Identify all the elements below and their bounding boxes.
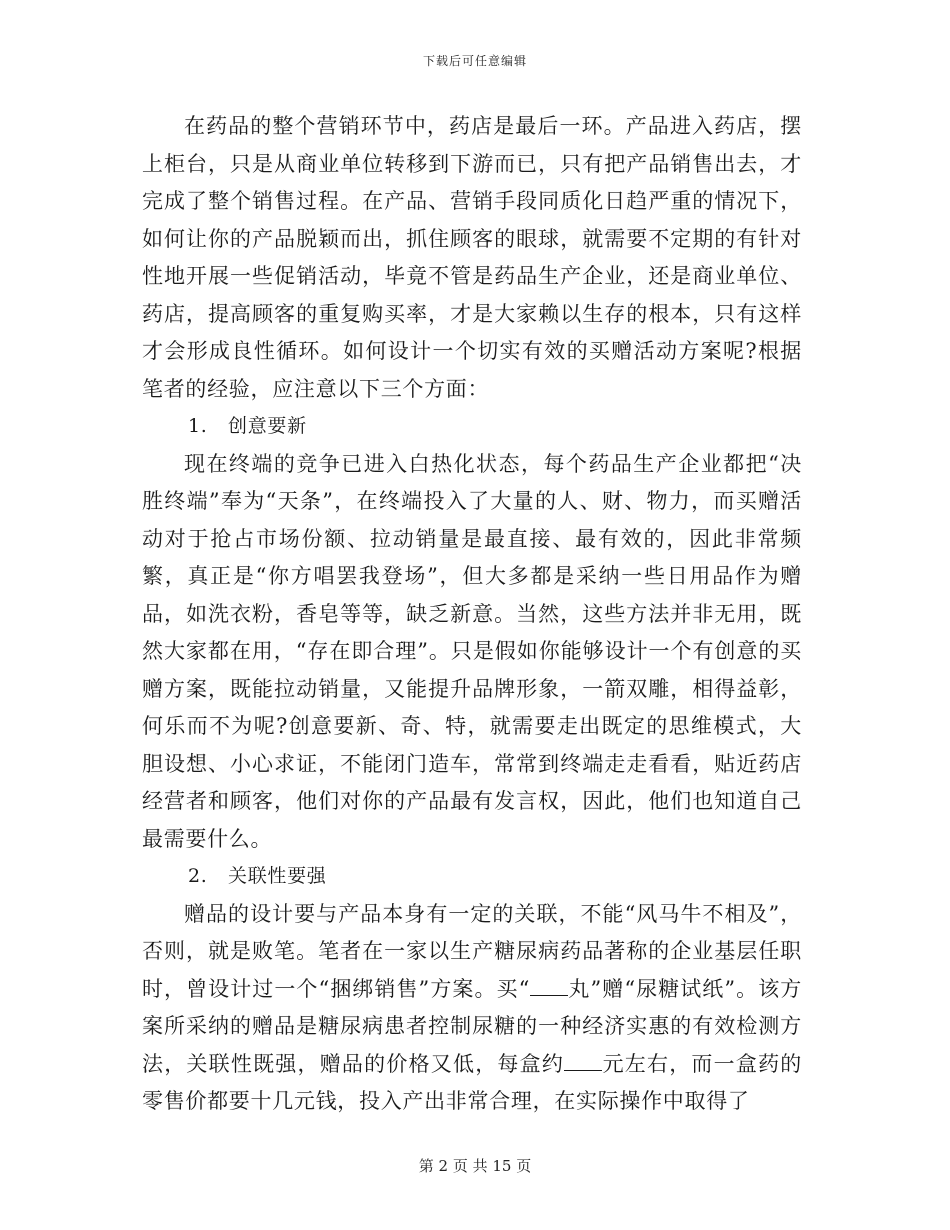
section-heading-1 bbox=[142, 408, 802, 446]
section-title-1: 创意要新 bbox=[228, 415, 307, 437]
document-body bbox=[142, 108, 802, 1121]
fill-in-blank-product bbox=[530, 976, 568, 996]
section-2-text-part-1: 赠品的设计要与产品本身有一定的关联，不能“风马牛不相及”，否则，就是败笔。笔者在一家以生产糖尿病药品著称的企业基层任职时，曾设计过一个“捆绑销售”方案。买“ bbox=[142, 901, 802, 1001]
page-number-footer: 第 2 页 共 15 页 bbox=[418, 1157, 532, 1175]
section-title-2: 关联性要强 bbox=[228, 865, 327, 887]
page-header: 下载后可任意编辑 bbox=[422, 54, 527, 68]
section-1-paragraph: 现在终端的竞争已进入白热化状态，每个药品生产企业都把“决胜终端”奉为“天条”，在终端投入了大量的人、财、物力，而买赠活动对于抢占市场份额、拉动销量是最直接、最有效的，因此非常频繁，真正是“你方唱罢我登场”，但大多都是采纳一些日用品作为赠品，如洗衣粉，香皂等等，缺乏新意。当然，这些方法并非无用，既然大家都在用，“存在即合理”。只是假如你能够设计一个有创意的买赠方案，既能拉动销量，又能提升品牌形象，一箭双雕，相得益彰，何乐而不为呢?创意要新、奇、特，就需要走出既定的思维模式，大胆设想、小心求证，不能闭门造车，常常到终端走走看看，贴近药店经营者和顾客，他们对你的产品最有发言权，因此，他们也知道自己最需要什么。 bbox=[142, 451, 802, 851]
section-2-text-part-3: 元左右，而一盒药的零售价都要十几元钱，投入产出非常合理，在实际操作中取得了 bbox=[142, 1051, 802, 1113]
section-number-2: 2. bbox=[188, 865, 208, 887]
section-heading-2 bbox=[142, 858, 802, 896]
section-2-text-part-2: 丸”赠“尿糖试纸”。该方案所采纳的赠品是糖尿病患者控制尿糖的一种经济实惠的有效检测方法，关联性既强，赠品的价格又低，每盒约 bbox=[142, 976, 802, 1076]
fill-in-blank-price bbox=[564, 1051, 602, 1071]
section-number-1: 1. bbox=[188, 415, 208, 437]
intro-paragraph: 在药品的整个营销环节中，药店是最后一环。产品进入药店，摆上柜台，只是从商业单位转移到下游而已，只有把产品销售出去，才完成了整个销售过程。在产品、营销手段同质化日趋严重的情况下，如何让你的产品脱颖而出，抓住顾客的眼球，就需要不定期的有针对性地开展一些促销活动，毕竟不管是药品生产企业，还是商业单位、药店，提高顾客的重复购买率，才是大家赖以生存的根本，只有这样才会形成良性循环。如何设计一个切实有效的买赠活动方案呢?根据笔者的经验，应注意以下三个方面： bbox=[142, 114, 802, 401]
section-2-paragraph bbox=[142, 896, 802, 1121]
